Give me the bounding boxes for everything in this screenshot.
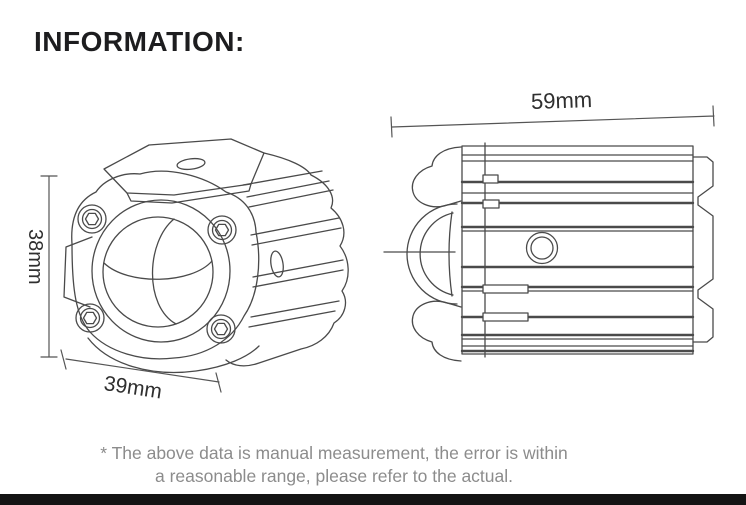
measurement-disclaimer xyxy=(14,442,654,488)
top-plate-slot-hole xyxy=(176,157,205,171)
bottom-divider-bar xyxy=(0,494,746,505)
hex-bolt xyxy=(76,304,104,332)
page-title: INFORMATION: xyxy=(34,26,245,57)
height-dimension-label: 38mm xyxy=(24,229,46,285)
disclaimer-line-2: a reasonable range, please refer to the actual. xyxy=(154,466,513,486)
disclaimer-line-1: * The above data is manual measurement, the error is within xyxy=(100,443,568,463)
side-profile-drawing xyxy=(384,143,713,361)
hex-bolt xyxy=(207,315,235,343)
front-perspective-drawing xyxy=(64,139,348,372)
length-dimension-label: 59mm xyxy=(530,86,593,115)
hex-bolt xyxy=(208,216,236,244)
hex-bolt xyxy=(78,205,106,233)
width-dimension-label: 39mm xyxy=(102,372,164,404)
